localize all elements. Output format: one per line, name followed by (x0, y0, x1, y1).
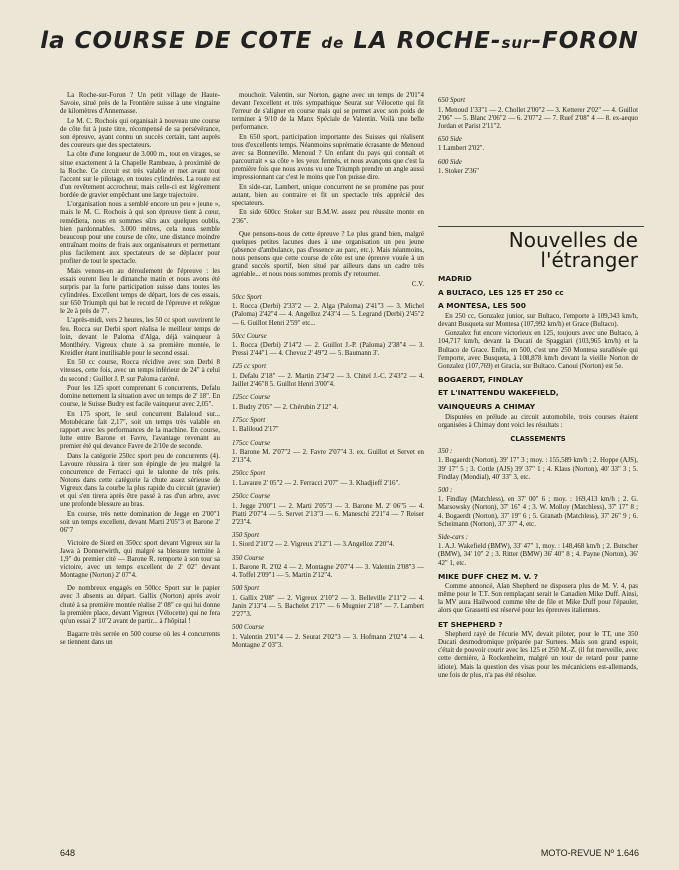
title-part-4: sur (501, 34, 532, 52)
paragraph: En side 600cc Stoker sur B.M.W. assez peu réussite monte en 2'36". (232, 209, 424, 225)
news-heading-line-1: Nouvelles de (508, 228, 638, 252)
page-number: 648 (60, 848, 76, 858)
paragraph: mouchoir. Valentin, sur Norton, gagne avec un temps de 2'01"4 devant l'excellent et très sympathique Seurat sur Vélocette qui fit l'erreur de s'aligner en course mais qui se permet avec son poids de terminer à 9/10 de la Manx Spéciale de Valentin. Voilà une belle performance. (232, 92, 424, 132)
paragraph: La Roche-sur-Foron ? Un petit village de Haute-Savoie, situé près de la Frontière suisse à une vingtaine de kilomètres d'Annemasse. (60, 92, 220, 116)
news-headline: A BULTACO, LES 125 ET 250 cc (438, 287, 564, 297)
results-category-heading: 350 Course (232, 554, 264, 562)
results-line: 1. Rocca (Derbi) 2'33"2 — 2. Alga (Paloma) 2'41"3 — 3. Michel (Paloma) 2'42"4 — 4. Angelloz 2'43"4 — 5. Legrand (Derbi) 2'45"2 — 6. Guillot Henri 2'59" etc... (232, 303, 424, 327)
paragraph: Shepherd rayé de l'écurie MV, devait piloter, pour le TT, une 350 Ducati desmodromique préparée par Surtees. Mais son grand espoir, c'était de pouvoir courir avec les 125 et 250 M.-Z. (il fut merveille, avec cette dernière, à Rockenheim, malgré un tour de retard pour panne idiote). Mais la question des visas pour les mécaniciens est-allemands, une fois de plus, n'a pas été résolue. (438, 631, 638, 679)
paragraph: Comme annoncé, Alan Shepherd ne disposera plus de M. V. 4, pas même pour le T.T. Son remplaçant serait le Canadien Mike Duff. Ainsi, la MV aura Hailwood comme tête de file et Mike Duff pour l'épauler, alors que Grassetti est réservé pour les épreuves italiennes. (438, 583, 638, 615)
results-line: 1. Lavaure 2' 05"2 — 2. Ferracci 2'07" — 3. Khadjieff 2'16". (232, 479, 400, 487)
paragraph: En 650 sport, participation importante des Suisses qui réalisent tous d'excellents temps. Néanmoins suprématie écrasante de Menoud avec sa Bonneville. Menoud ? Un enfant du pays qui connaît et parcourrait « sa côte » les yeux fermés, et nous avançons que c'est la première fois que nous avons vu une Triumph prendre un angle aussi impressionnant car c'est le moins que l'on puisse dire. (232, 133, 424, 182)
results-category-heading: 350 : (438, 447, 453, 455)
paragraph: Pour les 125 sport comprenant 6 concurrents, Defalu domine nettement la situation avec un temps de 2' 18". En course, le Suisse Budry est facile vainqueur avec 2,05". (60, 385, 220, 409)
paragraph: L'après-midi, vers 2 heures, les 50 cc sport ouvrirent le feu. Rocca sur Derbi sport réalisa le meilleur temps de loin, devant le Paloma d'Alga, déjà vainqueur à Montlhéry. Vigreux chute à sa première montée, le Kreidler étant inutilisable pour le second essai. (60, 317, 220, 357)
results-category-heading: 50cc Sport (232, 293, 262, 301)
news-headline: MIKE DUFF CHEZ M. V. ? (438, 571, 539, 581)
results-line: 1. A.J. Wakefield (BMW), 33' 47" 1, moy. : 148,468 km/h ; 2. Butscher (BMW), 34' 10" 2 ; 3. Ritter (BMW) 36' 40" 8 ; 4. Payne (Norton), 36' 42" 1, etc. (438, 543, 638, 567)
results-line: 1. Valentin 2'01"4 — 2. Seurat 2'02"3 — 3. Hofmann 2'02"4 — 4. Montagne 2' 03"3. (232, 633, 424, 649)
news-headline: MADRID (438, 274, 472, 283)
news-column (438, 226, 638, 856)
news-headline: BOGAERDT, FINDLAY (438, 374, 524, 384)
paragraph: Bagarre très serrée en 500 course où les 4 concurrents se tiennent dans un (60, 630, 220, 646)
results-category-heading: 125cc Course (232, 394, 271, 402)
results-category-heading: 350 Sport (232, 531, 259, 539)
title-part-1: la COURSE DE COTE (40, 28, 313, 54)
results-category-heading: 650 Sport (438, 97, 465, 104)
article-title (0, 28, 679, 54)
paragraph: En 250 cc, Gonzalez junior, sur Bultaco, l'emporte à 109,343 km/h, devant Busqueta sur Montesa (107,992 km/h) et Grace (Bultaco). (438, 312, 638, 328)
results-category-heading: Side-cars : (438, 533, 469, 541)
news-headline: VAINQUEURS A CHIMAY (438, 402, 536, 412)
title-part-5: -FORON (531, 28, 639, 54)
results-category-heading: 500 : (438, 486, 453, 494)
results-category-heading: 125 cc sport (232, 363, 267, 371)
paragraph: Que pensons-nous de cette épreuve ? Le plus grand bien, malgré quelques petites lacunes dues à une organisation un peu jeune (absence d'ambulance, pas d'essence au parc, etc.). Mais néanmoins, nous pensons que cette course de côte est une épreuve vouée à un grand succès sportif, bien situé par ailleurs dans un cadre très agréable... et nous nous sommes promis d'y retourner. (232, 230, 424, 279)
magazine-issue: MOTO-REVUE Nº 1.646 (540, 848, 639, 858)
paragraph: Gonzalez fut encore victorieux en 125, toujours avec une Bultaco, à 104,717 km/h, devant la Ducati de Spaggiari (103,965 km/h) et la Bultaco de Grace. Enfin, en 500, c'est une 250 Montesa surallésée qui l'emporte, avec Busqueta, à 108,878 km/h devant la vieille Norton de Gonzalez (107,769) et Gracia, sur Bultaco. Canoui (Norton) est 5e. (438, 330, 638, 370)
results-line: 1. Jegge 2'00"1 — 2. Marti 2'05"3 — 3. Barone M. 2' 06"5 — 4. Piatti 2'07"4 — 5. Servet 2'13"3 — 6. Maneschi 2'21"4 — 7 Reiser 2'23"4. (232, 502, 424, 526)
results-line: 1. Barone R. 2'02 4 — 2. Montagne 2'07"4 — 3. Valentin 2'08"3 — 4. Toffel 2'09"1 — 5. Martin 2'12"4. (232, 564, 424, 580)
paragraph: Le M. C. Rochois qui organisait à nouveau une course de côte fut à juste titre, récompensé de sa persévérance, son épreuve, ayant connu un succès certain, tant auprès des coureurs que des spectateurs. (60, 117, 220, 149)
article-column-2 (232, 92, 424, 852)
paragraph: En 50 cc course, Rocca récidive avec son Derbi 8 vitesses, cette fois, avec un temps inférieur de 24" à celui du second : Guillot J. P. sur Paloma caréné. (60, 359, 220, 383)
results-column-top (438, 92, 638, 227)
results-line: 1. Siord 2'10"2 — 2. Vigreux 2'12"1 — 3.Angelloz 2'20"4. (232, 541, 395, 549)
paragraph: De nombreux engagés en 500cc Sport sur le papier avec 3 absents au départ. Gallix (Norton) après avoir chuté à sa première montée réalise 2' 08" ce qui lui donne la première place, devant Vigreux (Vélocette) qui ne fera qu'un essai 2' 10"2 avant de partir... à l'hôpital ! (60, 585, 220, 625)
results-category-heading: 175cc Course (232, 439, 271, 447)
results-category-heading: 600 Side (438, 158, 462, 166)
paragraph: Victoire de Siord en 350cc sport devant Vigreux sur la Jawa à Donnerwirth, qui malgré sa blessure termine à 1,9" du premier cité — Barone R. remporte à son tour sa victoire, avec un temps excellent de 2' 02" devant Montagne (Norton) 2' 07"4. (60, 539, 220, 580)
news-body (438, 275, 638, 680)
results-line: 1. Baliloud 2'17" (232, 426, 279, 434)
results-line: 1. Gallix 2'08" — 2. Vigreux 2'10"2 — 3. Belleville 2'11"2 — 4. Janin 2'13"4 — 5. Bachelet 2'17" — 6 Mugnier 2'18" — 7. Lambert 2'27"3. (232, 594, 424, 619)
results-category-heading: 175cc Sport (232, 416, 266, 424)
paragraph: La côte d'une longueur de 3.000 m., tout en virages, se situe exactement à la Chapelle Rambeau, à proximité de la Roche. Ce circuit est très valable et met avant tout l'accent sur le pilotage, en toutes cylindrées. La route est d'un revêtement accrocheur, mais celle-ci est légèrement bordée de gravier empêchant une large trajectoire. (60, 151, 220, 199)
paragraph: En 175 sport, le seul concurrent Balaloud sur... Motobécane fait 2,17", soit un temps très valable en rapport avec les performances de la machine. En course, lutte entre Barone et Favre, l'avantage revenant au premier été qui devance Favre de 2/10e de seconde. (60, 410, 220, 451)
results-line: 1. Stoker 2'36" (438, 168, 479, 176)
results-line: 1. Defalu 2'18" — 2. Martin 2'34"2 — 3. Chitel J.-C. 2'43"2 — 4. Jaillet 2'46"8 5. Guillot Henri 3'00"4. (232, 372, 424, 389)
paragraph: Disputées en prélude au circuit automobile, trois courses étaient organisées à Chimay dont voici les résultats : (438, 413, 638, 429)
results-category-heading: 500 Course (232, 624, 264, 632)
results-category-heading: 250cc Sport (232, 470, 266, 478)
title-part-3: LA ROCHE- (353, 28, 502, 54)
paragraph: Mais venons-en au déroulement de l'épreuve : les essais eurent lieu le dimanche matin et nous avons été surpris par la forte participation suisse dans toutes les cylindrées. Excellent temps de départ, lors de ces essais, sur 650 Triumph qui bat le record de l'épreuve et relègue le 2e à près de 7". (60, 267, 220, 315)
results-category-heading: 250cc Course (232, 493, 271, 500)
results-line: 1. Rocca (Derbi) 2'14"2 — 2. Guillot J.-P. (Paloma) 2'38"4 — 3. Pressi 2'44"1 — 4. Chevoz 2' 49"2 — 5. Baumann 3'. (232, 342, 424, 358)
article-column-1 (60, 92, 220, 852)
news-headline: A MONTESA, LES 500 (438, 301, 526, 311)
results-category-heading: 50cc Course (232, 332, 267, 340)
paragraph: En course, très nette domination de Jegge en 2'00"1 soit un temps excellent, devant Marti 2'05"3 et Barone 2' 06"7 (60, 510, 220, 534)
paragraph: C.V. (411, 280, 424, 288)
news-heading-line-2: l'étranger (540, 248, 638, 272)
paragraph: Dans la catégorie 250cc sport peu de concurrents (4). Lavoure réussira à tirer son épingle de jeu malgré la concurrence de Ferracci qui le talonne de très près. Notons dans cette catégorie la chute assez sérieuse de Vigreux dans la courbe la plus rapide du circuit (gravier) et qui s'en tirera après être passé à ras d'un arbre, avec une profonde blessure au bras. (60, 452, 220, 509)
results-line: 1 Lambert 2'02". (438, 145, 485, 153)
paragraph: L'organisation nous a semblé encore un peu « jeune », mais le M. C. Rochois à qui son épreuve tient à cœur, remédiera, nous en sommes sûrs aux quelques oublis, bien pardonnables. 3.000 mètres, cela nous semble beaucoup pour une course de côte, une distance moindre entraînant moins de frais aux organisateurs et permettant plus facilement aux spectateurs de se déplacer pour profiter de tout le spectacle. (60, 201, 220, 266)
title-part-2: de (321, 34, 345, 52)
classification-heading: CLASSEMENTS (510, 434, 566, 443)
news-heading (438, 230, 638, 270)
news-headline: ET SHEPHERD ? (438, 619, 503, 629)
results-line: 1. Barone M. 2'07"2 — 2. Favre 2'07"4 3. ex. Guillot et Servet en 2'13"4. (232, 449, 424, 465)
results-category-heading: 500 Sport (232, 585, 259, 593)
results-line: 1. Budry 2'05" — 2. Chérubin 2'12" 4. (232, 403, 339, 411)
results-line: 1. Bogaerdt (Norton), 39' 17" 3 ; moy. : 155,589 km/h ; 2. Hoppe (AJS), 39' 17" 5 ; 3. Cottle (AJS) 39' 37" 1 ; 4. Klaus (Norton), 40' 33" 3 ; 5. Findlay (Mondial), 40' 33" 3, etc. (438, 457, 638, 481)
results-line: 1. Menoud 1'33"1 — 2. Chollet 2'00"2 — 3. Ketterer 2'02" — 4. Guillot 2'06" — 5. Blanc 2'06"2 — 6. 2'07"2 — 7. Ruef 2'08" 4 — 8. ex-aequo Jordan et Parist 2'11"2. (438, 106, 638, 130)
results-line: 1. Findlay (Matchless), en 37' 00" 6 ; moy. : 169,413 km/h ; 2. G. Marsowsky (Norton), 37' 16" 4 ; 3. W. Molloy (Matchless), 37' 17" 8 ; 4. Bogaerdt (Norton), 37' 19" 6 ; 5. Granath (Matchless), 37' 26" 9 ; 6. Scheimann (Norton), 37' 37" 4, etc. (438, 496, 638, 528)
paragraph: En side-car, Lambert, unique concurrent ne se promène pas pour autant, bien au contraire et fit un spectacle très apprécié des spectateurs. (232, 183, 424, 207)
news-headline: ET L'INATTENDU WAKEFIELD, (438, 388, 559, 398)
results-category-heading: 650 Side (438, 135, 462, 143)
